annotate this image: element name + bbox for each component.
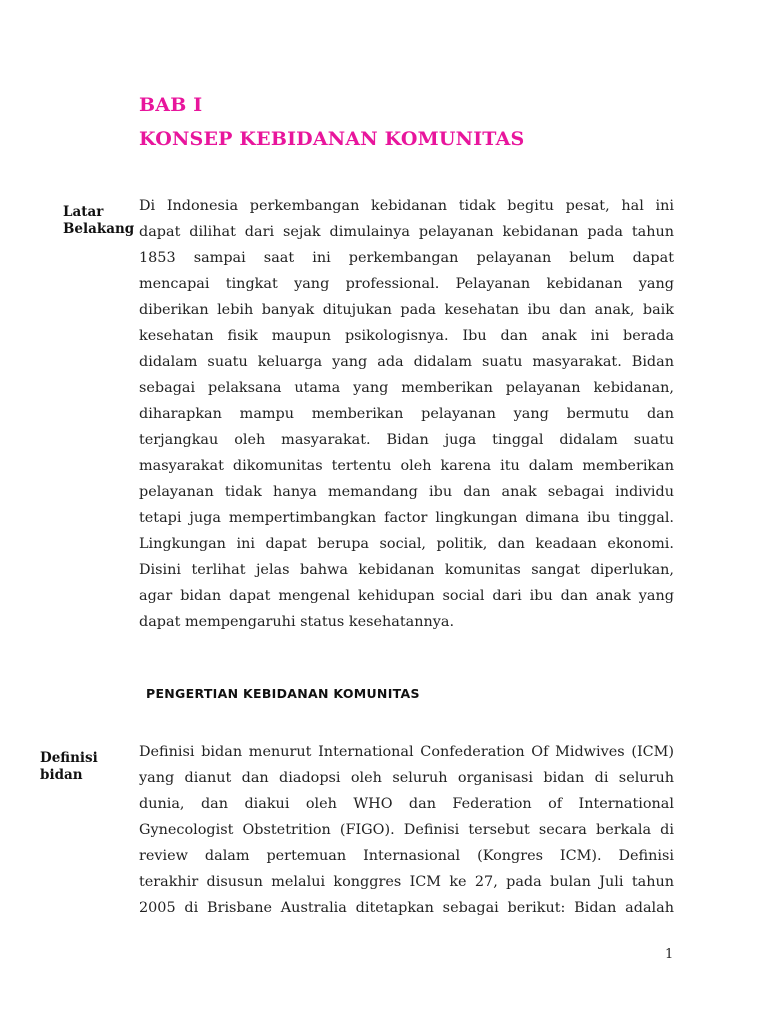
paragraph-latar-belakang xyxy=(139,193,674,635)
page-number: 1 xyxy=(665,947,674,962)
paragraph-definisi-bidan xyxy=(139,739,674,921)
text-line: dunia, dan diakui oleh WHO dan Federation of International xyxy=(139,796,674,812)
text-line: terakhir disusun melalui konggres ICM ke 27, pada bulan Juli tahun xyxy=(139,874,674,890)
side-label-line: Latar xyxy=(63,204,104,220)
text-line: Definisi bidan menurut International Confederation Of Midwives (ICM) xyxy=(139,744,674,760)
text-line: 1853 sampai saat ini perkembangan pelayanan belum dapat xyxy=(139,250,674,266)
text-line: dapat mempengaruhi status kesehatannya. xyxy=(139,614,455,630)
side-label-latar-belakang xyxy=(63,204,134,238)
text-line: terjangkau oleh masyarakat. Bidan juga tinggal didalam suatu xyxy=(139,432,674,448)
text-line: Disini terlihat jelas bahwa kebidanan komunitas sangat diperlukan, xyxy=(139,562,674,578)
side-label-line: Belakang xyxy=(63,221,135,237)
text-line: sebagai pelaksana utama yang memberikan pelayanan kebidanan, xyxy=(139,380,674,396)
chapter-number: BAB I xyxy=(139,94,203,116)
text-line: Di Indonesia perkembangan kebidanan tidak begitu pesat, hal ini xyxy=(139,198,674,214)
text-line: masyarakat dikomunitas tertentu oleh karena itu dalam memberikan xyxy=(139,458,674,474)
chapter-title: KONSEP KEBIDANAN KOMUNITAS xyxy=(139,128,525,150)
side-label-line: Definisi xyxy=(40,750,98,766)
text-line: didalam suatu keluarga yang ada didalam suatu masyarakat. Bidan xyxy=(139,354,674,370)
text-line: dapat dilihat dari sejak dimulainya pelayanan kebidanan pada tahun xyxy=(139,224,674,240)
text-line: review dalam pertemuan Internasional (Kongres ICM). Definisi xyxy=(139,848,674,864)
text-line: Lingkungan ini dapat berupa social, politik, dan keadaan ekonomi. xyxy=(139,536,674,552)
text-line: agar bidan dapat mengenal kehidupan social dari ibu dan anak yang xyxy=(139,588,674,604)
text-line: Gynecologist Obstetrition (FIGO). Definisi tersebut secara berkala di xyxy=(139,822,674,838)
section-subheading: PENGERTIAN KEBIDANAN KOMUNITAS xyxy=(146,686,420,701)
text-line: mencapai tingkat yang professional. Pelayanan kebidanan yang xyxy=(139,276,674,292)
side-label-definisi-bidan xyxy=(40,750,98,784)
text-line: tetapi juga mempertimbangkan factor lingkungan dimana ibu tinggal. xyxy=(139,510,674,526)
text-line: 2005 di Brisbane Australia ditetapkan sebagai berikut: Bidan adalah xyxy=(139,900,674,916)
text-line: pelayanan tidak hanya memandang ibu dan anak sebagai individu xyxy=(139,484,674,500)
text-line: kesehatan fisik maupun psikologisnya. Ibu dan anak ini berada xyxy=(139,328,674,344)
text-line: diberikan lebih banyak ditujukan pada kesehatan ibu dan anak, baik xyxy=(139,302,674,318)
text-line: yang dianut dan diadopsi oleh seluruh organisasi bidan di seluruh xyxy=(139,770,674,786)
side-label-line: bidan xyxy=(40,767,83,783)
text-line: diharapkan mampu memberikan pelayanan yang bermutu dan xyxy=(139,406,674,422)
